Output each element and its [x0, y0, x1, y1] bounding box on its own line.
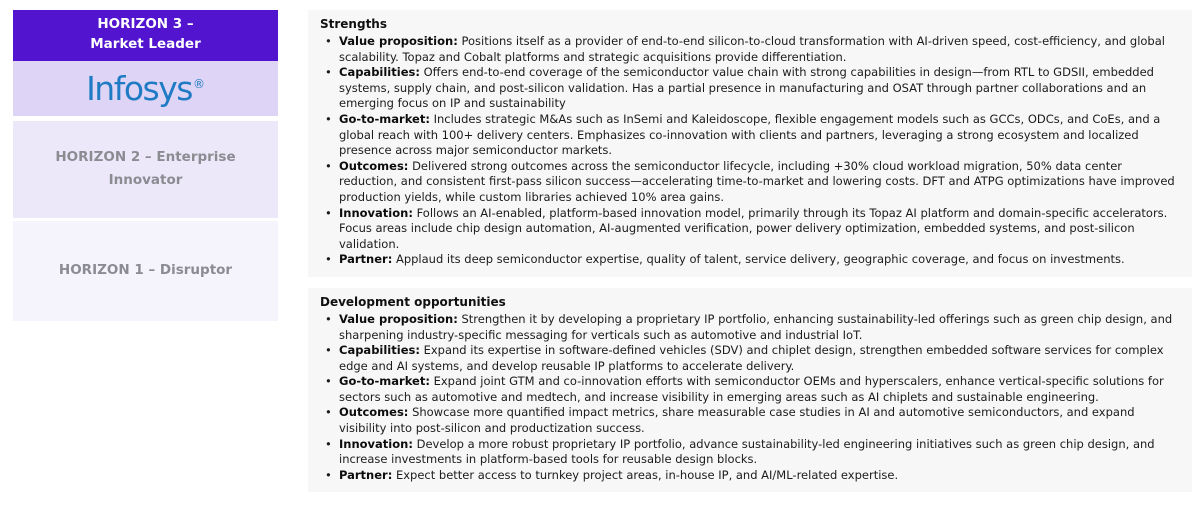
registered-trademark-icon: ®: [192, 76, 205, 91]
bullet-text: Showcase more quantified impact metrics, share measurable case studies in AI and automotive semiconductors, and expand visibility into post-silicon and productization success.: [339, 405, 1135, 436]
bullet-icon: •: [325, 252, 332, 267]
bullet-text: Offers end-to-end coverage of the semiconductor value chain with strong capabilities in design—from RTL to GDSII, embedded systems, supply chain, and post-silicon validation. Has a partial presence in manufacturing and OSAT through partner collaborations and an emerging focus on IP and sustainability: [339, 65, 1154, 111]
bullet-icon: •: [325, 343, 332, 358]
infosys-logo: [86, 69, 205, 108]
bullet-label: Go-to-market:: [339, 111, 430, 126]
bullet-icon: •: [325, 65, 332, 80]
list-item: [320, 437, 1180, 468]
bullet-icon: •: [325, 405, 332, 420]
horizon1-box: [13, 221, 278, 321]
bullet-label: Capabilities:: [339, 65, 420, 80]
bullet-text: Develop a more robust proprietary IP portfolio, advance sustainability-led engineering initiatives such as green chip design, and increase investments in platform-based tools for reusable design blocks.: [339, 436, 1155, 467]
list-item: [320, 112, 1180, 159]
list-item: [320, 252, 1180, 268]
list-item: [320, 65, 1180, 112]
bullet-text: Expand joint GTM and co-innovation efforts with semiconductor OEMs and hyperscalers, enhance vertical-specific solutions for sectors such as automotive and medtech, and increase visibility in emerging areas such as AI chiplets and sustainable engineering.: [339, 374, 1164, 404]
bullet-icon: •: [325, 374, 332, 389]
list-item: [320, 206, 1180, 253]
bullet-icon: •: [325, 205, 332, 220]
development-title: Development opportunities: [320, 294, 506, 309]
bullet-text: Follows an AI-enabled, platform-based innovation model, primarily through its Topaz AI platform and domain-specific accelerators. Focus areas include chip design automation, AI-augmented verification, power delivery optimization, embedded systems, and post-silicon validation.: [339, 205, 1168, 251]
bullet-label: Outcomes:: [339, 405, 409, 420]
strengths-panel: [308, 10, 1192, 277]
bullet-text: Expand its expertise in software-defined vehicles (SDV) and chiplet design, strengthen embedded software services for complex edge and AI systems, and develop reusable IP platforms to accelerate delivery.: [339, 343, 1164, 373]
bullet-icon: •: [325, 311, 332, 326]
horizon2-box: [13, 121, 278, 218]
list-item: [320, 312, 1180, 343]
horizon3-company-cell: [13, 61, 278, 116]
list-item: [320, 159, 1180, 206]
bullet-text: Strengthen it by developing a proprietary IP portfolio, enhancing sustainability-led offerings such as green chip design, and sharpening industry-specific messaging for verticals such as automotive and industrial IoT.: [339, 311, 1173, 342]
horizon2-label: HORIZON 2 – Enterprise Innovator: [55, 149, 236, 188]
bullet-label: Outcomes:: [339, 158, 409, 173]
bullet-label: Value proposition:: [339, 311, 458, 326]
bullet-icon: •: [325, 34, 332, 48]
bullet-text: Delivered strong outcomes across the semiconductor lifecycle, including +30% cloud workload migration, 50% data center reduction, and consistent first-pass silicon success—accelerating time-to-market and lowering costs. DFT and ATPG optimizations have improved production yields, while custom libraries achieved 10% area gains.: [339, 158, 1175, 204]
bullet-icon: •: [325, 467, 332, 482]
list-item: [320, 343, 1180, 374]
bullet-label: Partner:: [339, 467, 393, 482]
bullet-label: Partner:: [339, 252, 393, 267]
strengths-list: [320, 34, 1180, 268]
bullet-text: Applaud its deep semiconductor expertise, quality of talent, service delivery, geographic coverage, and focus on investments.: [395, 252, 1125, 267]
bullet-label: Capabilities:: [339, 343, 420, 358]
horizon1-label: HORIZON 1 – Disruptor: [58, 262, 233, 279]
list-item: [320, 405, 1180, 436]
list-item: [320, 34, 1180, 65]
bullet-icon: •: [325, 111, 332, 126]
bullet-icon: •: [325, 436, 332, 451]
strengths-title: Strengths: [320, 17, 387, 31]
development-list: [320, 312, 1180, 484]
horizon3-label-line1: HORIZON 3 –: [97, 16, 194, 32]
assessment-panels: [308, 10, 1192, 503]
development-opportunities-panel: [308, 288, 1192, 493]
bullet-label: Value proposition:: [339, 34, 458, 48]
horizon3-box: [13, 10, 278, 61]
horizon3-label-line2: Market Leader: [90, 36, 201, 53]
bullet-text: Expect better access to turnkey project areas, in-house IP, and AI/ML-related expertise.: [395, 467, 899, 482]
bullet-text: Positions itself as a provider of end-to-end silicon-to-cloud transformation with AI-driven speed, cost-efficiency, and global scalability. Topaz and Cobalt platforms and strategic acquisitions provide differentiation.: [339, 34, 1165, 64]
horizon-ladder: [13, 10, 278, 321]
list-item: [320, 468, 1180, 484]
infosys-logo-text: Infosys: [86, 68, 192, 108]
bullet-label: Go-to-market:: [339, 374, 430, 389]
list-item: [320, 374, 1180, 405]
bullet-label: Innovation:: [339, 205, 413, 220]
bullet-label: Innovation:: [339, 436, 413, 451]
bullet-text: Includes strategic M&As such as InSemi and Kaleidoscope, flexible engagement models such as GCCs, ODCs, and CoEs, and a global reach with 100+ delivery centers. Emphasizes co-innovation with clients and partners, leveraging a strong ecosystem and localized presence across major semiconductor markets.: [339, 111, 1161, 158]
bullet-icon: •: [325, 158, 332, 173]
